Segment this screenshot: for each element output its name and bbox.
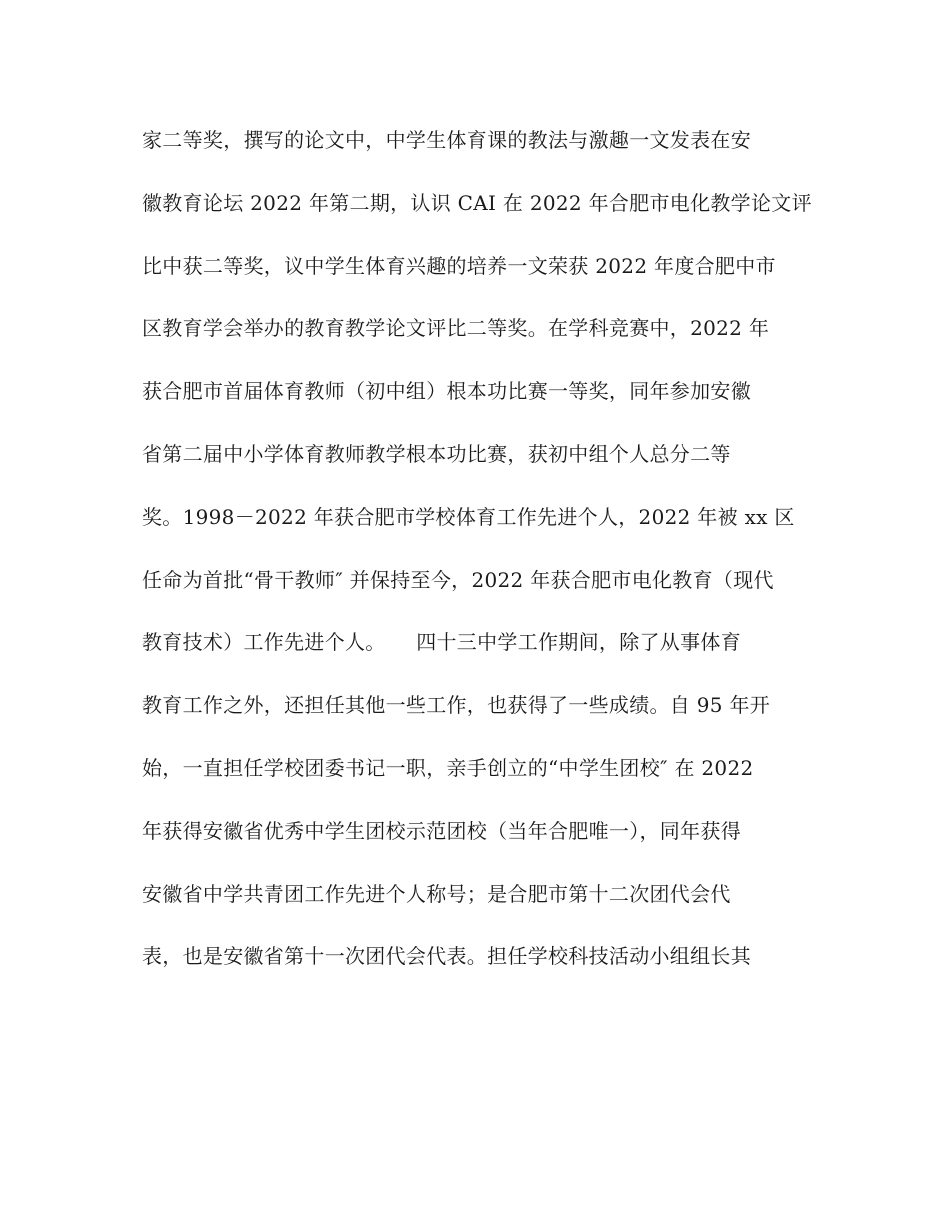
text-line: 区教育学会举办的教育教学论文评比二等奖。在学科竞赛中，2022 年 (142, 316, 770, 341)
body-paragraph (142, 122, 822, 1001)
text-line: 任命为首批“骨干教师″ 并保持至今，2022 年获合肥市电化教育（现代 (142, 567, 774, 592)
text-line: 比中获二等奖，议中学生体育兴趣的培养一文荣获 2022 年度合肥中市 (142, 253, 776, 278)
text-line: 安徽省中学共青团工作先进个人称号；是合肥市第十二次团代会代 (142, 881, 731, 906)
text-line: 年获得安徽省优秀中学生团校示范团校（当年合肥唯一），同年获得 (142, 818, 741, 843)
text-line: 徽教育论坛 2022 年第二期，认识 CAI 在 2022 年合肥市电化教学论文评 (142, 190, 812, 215)
text-line: 奖。1998－2022 年获合肥市学校体育工作先进个人，2022 年被 xx 区 (142, 504, 795, 529)
text-line: 表，也是安徽省第十一次团代会代表。担任学校科技活动小组组长其 (142, 944, 751, 969)
text-line: 始，一直担任学校团委书记一职，亲手创立的“中学生团校″ 在 2022 (142, 755, 754, 780)
text-line: 获合肥市首届体育教师（初中组）根本功比赛一等奖，同年参加安徽 (142, 379, 751, 404)
text-line: 教育工作之外，还担任其他一些工作，也获得了一些成绩。自 95 年开 (142, 693, 771, 718)
text-line: 家二等奖，撰写的论文中，中学生体育课的教法与激趣一文发表在安 (142, 128, 751, 152)
text-line: 教育技术）工作先进个人。 四十三中学工作期间，除了从事体育 (142, 630, 741, 655)
text-line: 省第二届中小学体育教师教学根本功比赛，获初中组个人总分二等 (142, 441, 731, 466)
